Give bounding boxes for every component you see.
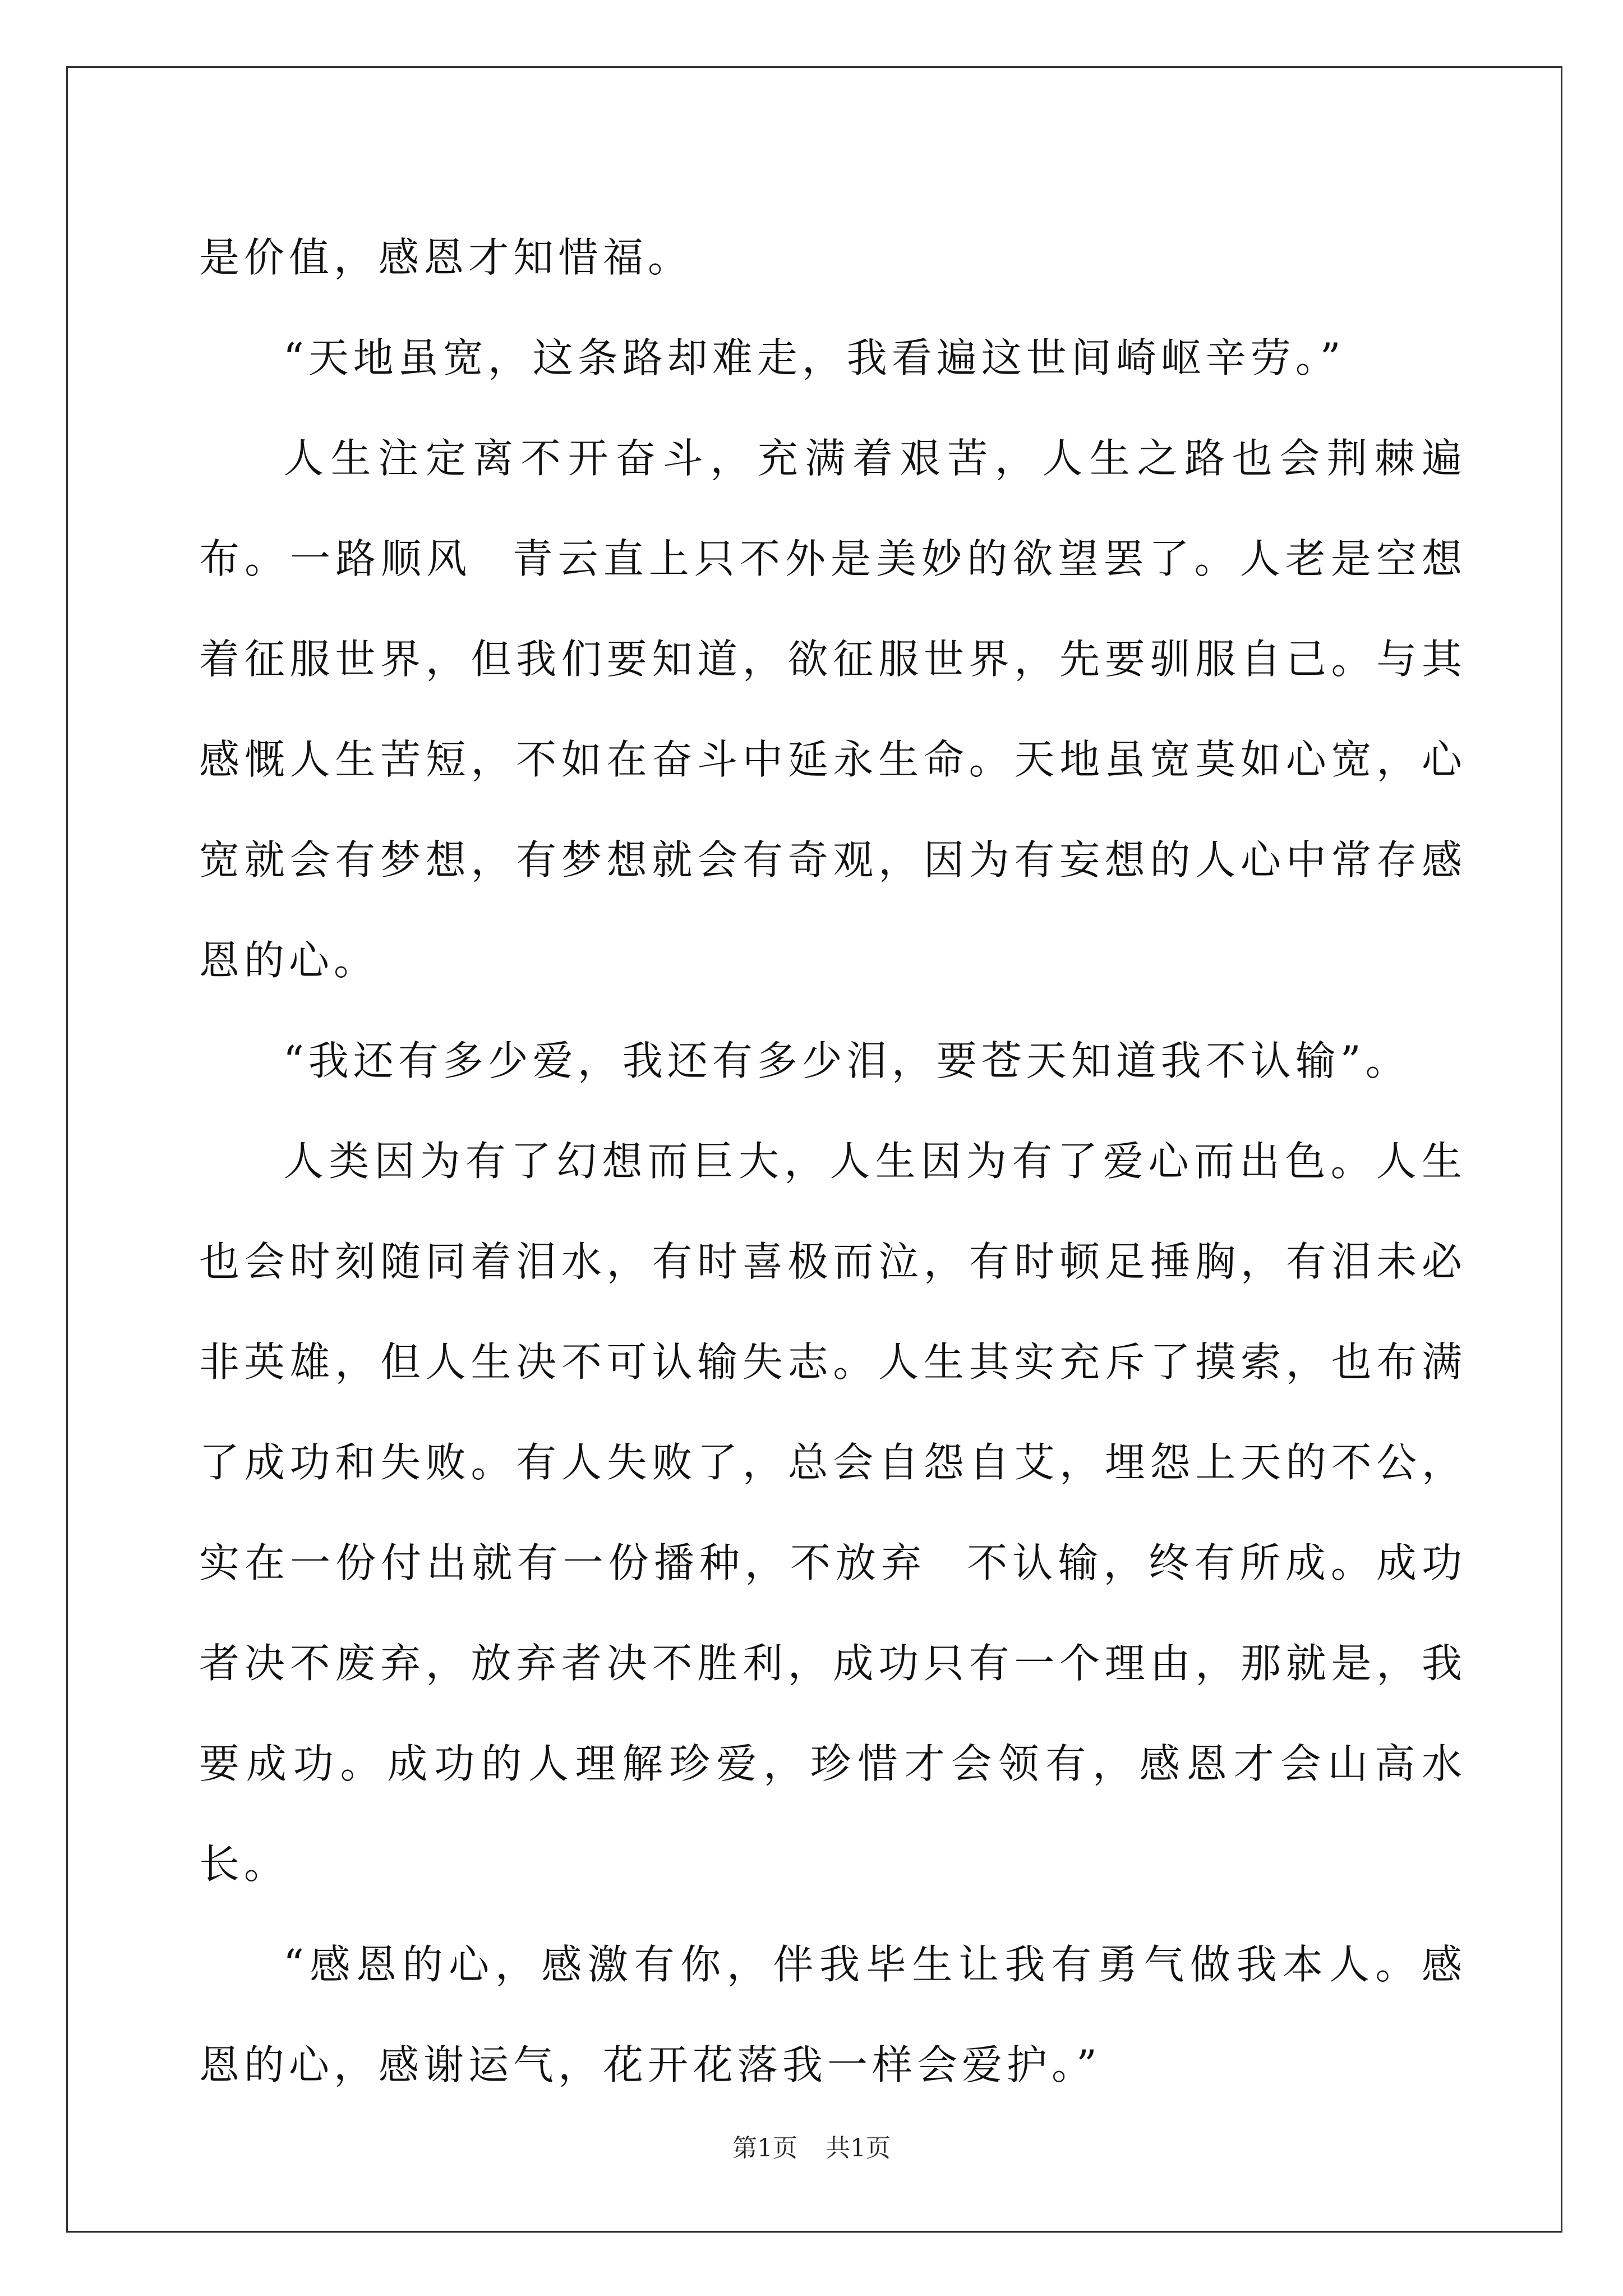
paragraph-quote-1: “天地虽宽，这条路却难走，我看遍这世间崎岖辛劳。” bbox=[283, 334, 1345, 381]
paragraph-2-part-2: 青云直上只不外是美妙的欲望罢了。人老是空想着征服世界，但我们要知道，欲征服世界，先要驯服自己。与其感慨人生苦短，不如在奋斗中延永生命。天地虽宽莫如心宽，心宽就会有梦想，有梦想就会有奇观，因为有妄想的人心中常存感恩的心。 bbox=[199, 535, 1467, 984]
paragraph-2-part-1: 人生注定离不开奋斗，充满着艰苦，人生之路也会荆棘遍布。一路顺风 bbox=[199, 435, 1467, 582]
paragraph-1: 是价值，感恩才知惜福。 bbox=[199, 234, 693, 281]
paragraph-3 bbox=[199, 1111, 1467, 1915]
paragraph-3-part-1: 人类因为有了幻想而巨大，人生因为有了爱心而出色。人生也会时刻随同着泪水，有时喜极而泣，有时顿足捶胸，有泪未必非英雄，但人生决不可认输失志。人生其实充斥了摸索，也布满了成功和失败。有人失败了，总会自怨自艾，埋怨上天的不公，实在一份付出就有一份播种，不放弃 bbox=[199, 1138, 1467, 1586]
paragraph-3-part-2: 不认输，终有所成。成功者决不废弃，放弃者决不胜利，成功只有一个理由，那就是，我要成功。成功的人理解珍爱，珍惜才会领有，感恩才会山高水长。 bbox=[199, 1539, 1467, 1888]
document-body bbox=[199, 208, 1467, 2115]
paragraph-2 bbox=[199, 408, 1467, 1011]
page-number: 第1页 bbox=[732, 2134, 797, 2162]
paragraph-quote-2: “我还有多少爱，我还有多少泪，要苍天知道我不认输”。 bbox=[283, 1037, 1410, 1084]
page-footer bbox=[0, 2128, 1623, 2164]
page-total: 共1页 bbox=[826, 2134, 891, 2162]
paragraph-quote-3: “感恩的心，感激有你，伴我毕生让我有勇气做我本人。感恩的心，感谢运气，花开花落我一样会爱护。” bbox=[199, 1941, 1467, 2088]
